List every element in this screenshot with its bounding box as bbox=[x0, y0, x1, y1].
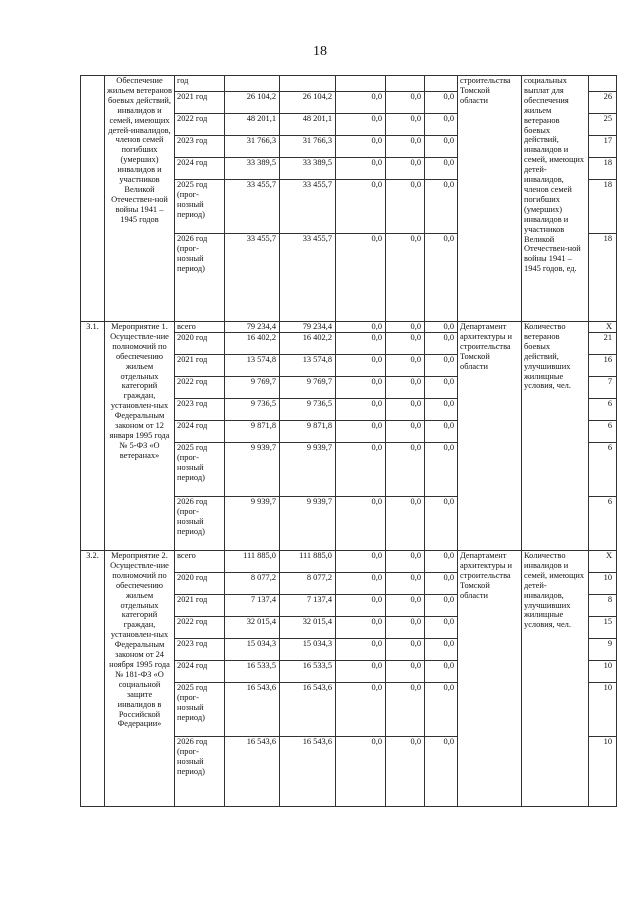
indicator-value-cell: 6 bbox=[589, 421, 617, 443]
indicator-value-cell: 7 bbox=[589, 377, 617, 399]
indicator-value-cell: 10 bbox=[589, 661, 617, 683]
federal-budget-cell: 9 736,5 bbox=[280, 399, 336, 421]
year-cell: 2023 год bbox=[175, 399, 225, 421]
indicator-value-cell: 16 bbox=[589, 355, 617, 377]
year-cell: 2025 год (прог-нозный период) bbox=[175, 443, 225, 497]
indicator-value-cell: 6 bbox=[589, 497, 617, 551]
indicator-value-cell: 18 bbox=[589, 180, 617, 234]
federal-budget-cell: 31 766,3 bbox=[280, 136, 336, 158]
local-budget-cell: 0,0 bbox=[386, 377, 425, 399]
regional-budget-cell: 0,0 bbox=[336, 377, 386, 399]
federal-budget-cell: 7 137,4 bbox=[280, 595, 336, 617]
indicator-value-cell: 10 bbox=[589, 573, 617, 595]
extrabudget-cell: 0,0 bbox=[425, 595, 458, 617]
federal-budget-cell: 33 455,7 bbox=[280, 180, 336, 234]
extrabudget-cell: 0,0 bbox=[425, 355, 458, 377]
federal-budget-cell: 9 769,7 bbox=[280, 377, 336, 399]
extrabudget-cell bbox=[425, 76, 458, 92]
local-budget-cell: 0,0 bbox=[386, 617, 425, 639]
year-cell: 2021 год bbox=[175, 355, 225, 377]
executor-cell: строительства Томской области bbox=[458, 76, 522, 322]
extrabudget-cell: 0,0 bbox=[425, 551, 458, 573]
year-cell: 2022 год bbox=[175, 114, 225, 136]
total-amount-cell: 16 543,6 bbox=[225, 683, 280, 737]
year-cell: 2021 год bbox=[175, 595, 225, 617]
local-budget-cell: 0,0 bbox=[386, 737, 425, 807]
federal-budget-cell: 111 885,0 bbox=[280, 551, 336, 573]
extrabudget-cell: 0,0 bbox=[425, 333, 458, 355]
extrabudget-cell: 0,0 bbox=[425, 443, 458, 497]
local-budget-cell: 0,0 bbox=[386, 399, 425, 421]
total-amount-cell: 16 543,6 bbox=[225, 737, 280, 807]
total-amount-cell: 16 533,5 bbox=[225, 661, 280, 683]
extrabudget-cell: 0,0 bbox=[425, 92, 458, 114]
year-cell: 2025 год (прог-нозный период) bbox=[175, 683, 225, 737]
total-amount-cell: 16 402,2 bbox=[225, 333, 280, 355]
total-amount-cell: 9 736,5 bbox=[225, 399, 280, 421]
federal-budget-cell: 15 034,3 bbox=[280, 639, 336, 661]
year-cell: 2026 год (прог-нозный период) bbox=[175, 497, 225, 551]
total-amount-cell: 8 077,2 bbox=[225, 573, 280, 595]
local-budget-cell: 0,0 bbox=[386, 595, 425, 617]
regional-budget-cell: 0,0 bbox=[336, 617, 386, 639]
regional-budget-cell: 0,0 bbox=[336, 639, 386, 661]
row-index-cell: 3.1. bbox=[81, 322, 105, 551]
total-amount-cell: 9 939,7 bbox=[225, 497, 280, 551]
total-amount-cell: 33 455,7 bbox=[225, 180, 280, 234]
total-amount-cell: 13 574,8 bbox=[225, 355, 280, 377]
total-amount-cell: 9 871,8 bbox=[225, 421, 280, 443]
extrabudget-cell: 0,0 bbox=[425, 114, 458, 136]
extrabudget-cell: 0,0 bbox=[425, 661, 458, 683]
year-cell: 2025 год (прог-нозный период) bbox=[175, 180, 225, 234]
extrabudget-cell: 0,0 bbox=[425, 683, 458, 737]
regional-budget-cell: 0,0 bbox=[336, 737, 386, 807]
regional-budget-cell: 0,0 bbox=[336, 114, 386, 136]
federal-budget-cell: 9 939,7 bbox=[280, 443, 336, 497]
extrabudget-cell: 0,0 bbox=[425, 322, 458, 333]
local-budget-cell: 0,0 bbox=[386, 551, 425, 573]
federal-budget-cell: 26 104,2 bbox=[280, 92, 336, 114]
regional-budget-cell: 0,0 bbox=[336, 136, 386, 158]
regional-budget-cell: 0,0 bbox=[336, 234, 386, 322]
total-amount-cell: 33 455,7 bbox=[225, 234, 280, 322]
local-budget-cell: 0,0 bbox=[386, 497, 425, 551]
total-amount-cell bbox=[225, 76, 280, 92]
indicator-cell: социальных выплат для обеспечения жильем ветеранов боевых действий, инвалидов и семей, имеющих детей-инвалидов, членов семей погибших (умерших) инвалидов и участников Великой Отечествен-ной войны 1941 – 1945 годов, ед. bbox=[522, 76, 589, 322]
federal-budget-cell: 16 533,5 bbox=[280, 661, 336, 683]
indicator-value-cell bbox=[589, 76, 617, 92]
regional-budget-cell: 0,0 bbox=[336, 661, 386, 683]
indicator-value-cell: 18 bbox=[589, 158, 617, 180]
page-number: 18 bbox=[313, 44, 327, 59]
local-budget-cell: 0,0 bbox=[386, 661, 425, 683]
year-cell: 2023 год bbox=[175, 136, 225, 158]
federal-budget-cell bbox=[280, 76, 336, 92]
federal-budget-cell: 79 234,4 bbox=[280, 322, 336, 333]
indicator-value-cell: 26 bbox=[589, 92, 617, 114]
indicator-value-cell: 9 bbox=[589, 639, 617, 661]
regional-budget-cell: 0,0 bbox=[336, 683, 386, 737]
local-budget-cell: 0,0 bbox=[386, 158, 425, 180]
year-cell: 2026 год (прог-нозный период) bbox=[175, 234, 225, 322]
local-budget-cell: 0,0 bbox=[386, 683, 425, 737]
year-cell: всего bbox=[175, 551, 225, 573]
indicator-value-cell: 8 bbox=[589, 595, 617, 617]
federal-budget-cell: 16 543,6 bbox=[280, 683, 336, 737]
local-budget-cell bbox=[386, 76, 425, 92]
federal-budget-cell: 33 455,7 bbox=[280, 234, 336, 322]
indicator-value-cell: 18 bbox=[589, 234, 617, 322]
extrabudget-cell: 0,0 bbox=[425, 497, 458, 551]
federal-budget-cell: 13 574,8 bbox=[280, 355, 336, 377]
regional-budget-cell: 0,0 bbox=[336, 421, 386, 443]
local-budget-cell: 0,0 bbox=[386, 322, 425, 333]
table-row bbox=[81, 322, 617, 333]
extrabudget-cell: 0,0 bbox=[425, 136, 458, 158]
regional-budget-cell: 0,0 bbox=[336, 443, 386, 497]
indicator-value-cell: Х bbox=[589, 322, 617, 333]
year-cell: год bbox=[175, 76, 225, 92]
year-cell: 2024 год bbox=[175, 661, 225, 683]
executor-cell: Департамент архитектуры и строительства Томской области bbox=[458, 322, 522, 551]
federal-budget-cell: 16 402,2 bbox=[280, 333, 336, 355]
federal-budget-cell: 32 015,4 bbox=[280, 617, 336, 639]
local-budget-cell: 0,0 bbox=[386, 443, 425, 497]
indicator-value-cell: 6 bbox=[589, 399, 617, 421]
federal-budget-cell: 8 077,2 bbox=[280, 573, 336, 595]
local-budget-cell: 0,0 bbox=[386, 180, 425, 234]
federal-budget-cell: 48 201,1 bbox=[280, 114, 336, 136]
measure-name-cell: Мероприятие 2. Осуществле-ние полномочий по обеспечению жильем отдельных категорий граждан, установлен-ных Федеральным законом от 24 ноября 1995 года № 181-ФЗ «О социальной защите инвалидов в Российской Федерации» bbox=[105, 551, 175, 807]
indicator-value-cell: Х bbox=[589, 551, 617, 573]
year-cell: 2020 год bbox=[175, 573, 225, 595]
local-budget-cell: 0,0 bbox=[386, 92, 425, 114]
regional-budget-cell: 0,0 bbox=[336, 92, 386, 114]
extrabudget-cell: 0,0 bbox=[425, 639, 458, 661]
regional-budget-cell: 0,0 bbox=[336, 551, 386, 573]
total-amount-cell: 32 015,4 bbox=[225, 617, 280, 639]
year-cell: 2024 год bbox=[175, 421, 225, 443]
local-budget-cell: 0,0 bbox=[386, 136, 425, 158]
extrabudget-cell: 0,0 bbox=[425, 573, 458, 595]
table-row bbox=[81, 76, 617, 92]
total-amount-cell: 31 766,3 bbox=[225, 136, 280, 158]
row-index-cell bbox=[81, 76, 105, 322]
indicator-value-cell: 10 bbox=[589, 683, 617, 737]
total-amount-cell: 15 034,3 bbox=[225, 639, 280, 661]
year-cell: 2026 год (прог-нозный период) bbox=[175, 737, 225, 807]
regional-budget-cell: 0,0 bbox=[336, 497, 386, 551]
year-cell: 2024 год bbox=[175, 158, 225, 180]
extrabudget-cell: 0,0 bbox=[425, 737, 458, 807]
local-budget-cell: 0,0 bbox=[386, 639, 425, 661]
federal-budget-cell: 9 939,7 bbox=[280, 497, 336, 551]
regional-budget-cell: 0,0 bbox=[336, 180, 386, 234]
year-cell: 2023 год bbox=[175, 639, 225, 661]
year-cell: всего bbox=[175, 322, 225, 333]
federal-budget-cell: 33 389,5 bbox=[280, 158, 336, 180]
table-body bbox=[81, 76, 617, 807]
total-amount-cell: 26 104,2 bbox=[225, 92, 280, 114]
indicator-value-cell: 25 bbox=[589, 114, 617, 136]
table-row bbox=[81, 551, 617, 573]
total-amount-cell: 9 769,7 bbox=[225, 377, 280, 399]
indicator-value-cell: 17 bbox=[589, 136, 617, 158]
indicator-value-cell: 15 bbox=[589, 617, 617, 639]
measure-name-cell: Обеспечение жильем ветеранов боевых действий, инвалидов и семей, имеющих детей-инвалидов, членов семей погибших (умерших) инвалидов и участников Великой Отечествен-ной войны 1941 – 1945 годов bbox=[105, 76, 175, 322]
local-budget-cell: 0,0 bbox=[386, 234, 425, 322]
extrabudget-cell: 0,0 bbox=[425, 377, 458, 399]
regional-budget-cell: 0,0 bbox=[336, 355, 386, 377]
extrabudget-cell: 0,0 bbox=[425, 158, 458, 180]
regional-budget-cell: 0,0 bbox=[336, 595, 386, 617]
local-budget-cell: 0,0 bbox=[386, 114, 425, 136]
year-cell: 2022 год bbox=[175, 377, 225, 399]
federal-budget-cell: 9 871,8 bbox=[280, 421, 336, 443]
regional-budget-cell bbox=[336, 76, 386, 92]
regional-budget-cell: 0,0 bbox=[336, 322, 386, 333]
local-budget-cell: 0,0 bbox=[386, 573, 425, 595]
indicator-cell: Количество ветеранов боевых действий, улучшивших жилищные условия, чел. bbox=[522, 322, 589, 551]
program-table bbox=[80, 75, 617, 807]
executor-cell: Департамент архитектуры и строительства Томской области bbox=[458, 551, 522, 807]
extrabudget-cell: 0,0 bbox=[425, 421, 458, 443]
indicator-value-cell: 10 bbox=[589, 737, 617, 807]
extrabudget-cell: 0,0 bbox=[425, 617, 458, 639]
local-budget-cell: 0,0 bbox=[386, 355, 425, 377]
total-amount-cell: 79 234,4 bbox=[225, 322, 280, 333]
extrabudget-cell: 0,0 bbox=[425, 399, 458, 421]
total-amount-cell: 7 137,4 bbox=[225, 595, 280, 617]
extrabudget-cell: 0,0 bbox=[425, 180, 458, 234]
local-budget-cell: 0,0 bbox=[386, 421, 425, 443]
extrabudget-cell: 0,0 bbox=[425, 234, 458, 322]
regional-budget-cell: 0,0 bbox=[336, 399, 386, 421]
measure-name-cell: Мероприятие 1. Осуществле-ние полномочий по обеспечению жильем отдельных категорий граждан, установлен-ных Федеральным законом от 12 января 1995 года № 5-ФЗ «О ветеранах» bbox=[105, 322, 175, 551]
regional-budget-cell: 0,0 bbox=[336, 333, 386, 355]
regional-budget-cell: 0,0 bbox=[336, 158, 386, 180]
total-amount-cell: 111 885,0 bbox=[225, 551, 280, 573]
regional-budget-cell: 0,0 bbox=[336, 573, 386, 595]
indicator-value-cell: 6 bbox=[589, 443, 617, 497]
local-budget-cell: 0,0 bbox=[386, 333, 425, 355]
total-amount-cell: 48 201,1 bbox=[225, 114, 280, 136]
year-cell: 2020 год bbox=[175, 333, 225, 355]
year-cell: 2021 год bbox=[175, 92, 225, 114]
federal-budget-cell: 16 543,6 bbox=[280, 737, 336, 807]
year-cell: 2022 год bbox=[175, 617, 225, 639]
total-amount-cell: 9 939,7 bbox=[225, 443, 280, 497]
indicator-cell: Количество инвалидов и семей, имеющих детей-инвалидов, улучшивших жилищные условия, чел. bbox=[522, 551, 589, 807]
row-index-cell: 3.2. bbox=[81, 551, 105, 807]
total-amount-cell: 33 389,5 bbox=[225, 158, 280, 180]
indicator-value-cell: 21 bbox=[589, 333, 617, 355]
